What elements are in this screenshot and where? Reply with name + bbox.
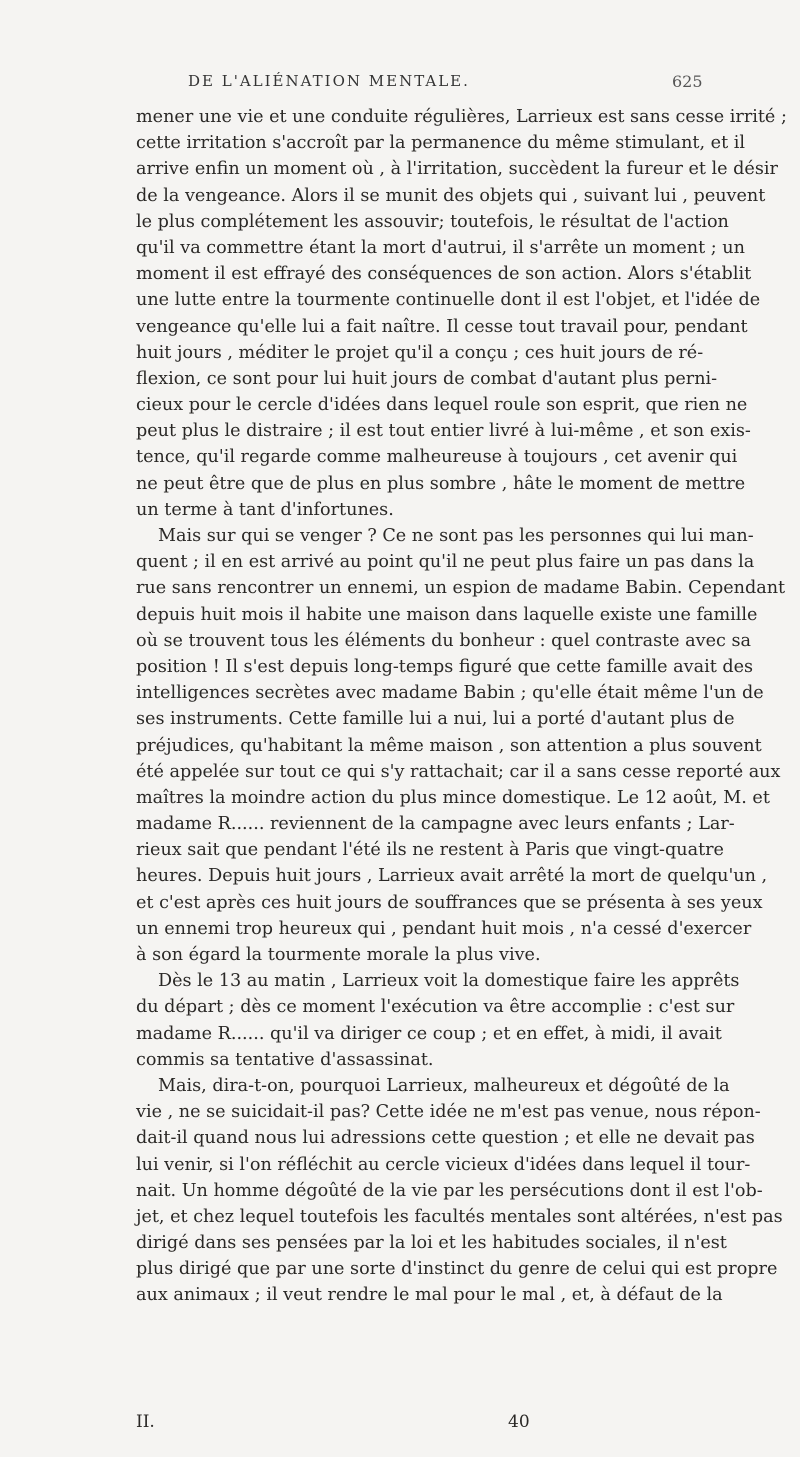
text-line: arrive enfin un moment où , à l'irritation, succèdent la fureur et le désir [136, 159, 778, 180]
text-line: nait. Un homme dégoûté de la vie par les persécutions dont il est l'ob- [136, 1180, 763, 1201]
text-line: une lutte entre la tourmente continuelle dont il est l'objet, et l'idée de [136, 290, 761, 311]
text-line: madame R...... qu'il va diriger ce coup ; et en effet, à midi, il avait [136, 1023, 722, 1044]
text-line: et c'est après ces huit jours de souffrances que se présenta à ses yeux [136, 892, 763, 913]
text-line: depuis huit mois il habite une maison dans laquelle existe une famille [136, 604, 758, 625]
text-line: quent ; il en est arrivé au point qu'il ne peut plus faire un pas dans la [136, 552, 755, 573]
text-line: à son égard la tourmente morale la plus vive. [136, 945, 541, 965]
text-line: dait-il quand nous lui adressions cette question ; et elle ne devait pas [136, 1128, 755, 1149]
text-line: de la vengeance. Alors il se munit des objets qui , suivant lui , peuvent [136, 185, 766, 206]
text-line: ses instruments. Cette famille lui a nui, lui a porté d'autant plus de [136, 709, 735, 730]
page-footer [136, 1412, 686, 1436]
text-line: ne peut être que de plus en plus sombre , hâte le moment de mettre [136, 473, 746, 494]
running-head [0, 72, 800, 96]
running-head-title: DE L'ALIÉNATION MENTALE. [188, 72, 470, 90]
text-line: cette irritation s'accroît par la permanence du même stimulant, et il [136, 133, 746, 154]
text-line: commis sa tentative d'assassinat. [136, 1049, 434, 1070]
text-line: rieux sait que pendant l'été ils ne restent à Paris que vingt-quatre [136, 840, 724, 861]
text-line: qu'il va commettre étant la mort d'autrui, il s'arrête un moment ; un [136, 237, 745, 258]
text-line: heures. Depuis huit jours , Larrieux avait arrêté la mort de quelqu'un , [136, 866, 768, 887]
text-line: huit jours , méditer le projet qu'il a conçu ; ces huit jours de ré- [136, 342, 704, 363]
text-line: jet, et chez lequel toutefois les facultés mentales sont altérées, n'est pas [136, 1206, 783, 1227]
text-line: maîtres la moindre action du plus mince domestique. Le 12 août, M. et [136, 787, 770, 808]
text-line: le plus complétement les assouvir; toutefois, le résultat de l'action [136, 211, 729, 232]
text-line: lui venir, si l'on réfléchit au cercle vicieux d'idées dans lequel il tour- [136, 1154, 751, 1175]
text-line: cieux pour le cercle d'idées dans lequel roule son esprit, que rien ne [136, 395, 748, 416]
text-line: intelligences secrètes avec madame Babin ; qu'elle était même l'un de [136, 683, 764, 704]
body-text [136, 104, 787, 1309]
text-line: un ennemi trop heureux qui , pendant huit mois , n'a cessé d'exercer [136, 918, 752, 939]
text-line: Mais, dira-t-on, pourquoi Larrieux, malheureux et dégoûté de la [158, 1075, 730, 1096]
text-line: aux animaux ; il veut rendre le mal pour le mal , et, à défaut de la [136, 1285, 723, 1306]
page-number: 625 [672, 72, 703, 91]
text-line: rue sans rencontrer un ennemi, un espion de madame Babin. Cependant [136, 578, 786, 599]
text-line: un terme à tant d'infortunes. [136, 499, 394, 520]
text-line: été appelée sur tout ce qui s'y rattachait; car il a sans cesse reporté aux [136, 761, 781, 782]
text-line: moment il est effrayé des conséquences de son action. Alors s'établit [136, 264, 752, 285]
text-line: plus dirigé que par une sorte d'instinct du genre de celui qui est propre [136, 1259, 778, 1280]
text-line: dirigé dans ses pensées par la loi et les habitudes sociales, il n'est [136, 1233, 727, 1254]
text-line: peut plus le distraire ; il est tout entier livré à lui-même , et son exis- [136, 421, 751, 442]
text-line: Mais sur qui se venger ? Ce ne sont pas les personnes qui lui man- [158, 526, 754, 546]
text-line: madame R...... reviennent de la campagne avec leurs enfants ; Lar- [136, 814, 735, 835]
text-line: flexion, ce sont pour lui huit jours de combat d'autant plus perni- [136, 368, 718, 389]
sheet-number: 40 [508, 1412, 530, 1432]
text-line: tence, qu'il regarde comme malheureuse à toujours , cet avenir qui [136, 447, 738, 468]
signature-mark: II. [136, 1412, 155, 1432]
text-line: du départ ; dès ce moment l'exécution va être accomplie : c'est sur [136, 997, 735, 1018]
text-line: vie , ne se suicidait-il pas? Cette idée ne m'est pas venue, nous répon- [136, 1102, 761, 1123]
text-line: vengeance qu'elle lui a fait naître. Il cesse tout travail pour, pendant [136, 316, 748, 337]
text-line: position ! Il s'est depuis long-temps figuré que cette famille avait des [136, 656, 754, 677]
text-line: où se trouvent tous les éléments du bonheur : quel contraste avec sa [136, 630, 751, 651]
text-line: Dès le 13 au matin , Larrieux voit la domestique faire les apprêts [158, 971, 740, 992]
text-line: mener une vie et une conduite régulières, Larrieux est sans cesse irrité ; [136, 107, 787, 127]
text-line: préjudices, qu'habitant la même maison , son attention a plus souvent [136, 735, 762, 756]
